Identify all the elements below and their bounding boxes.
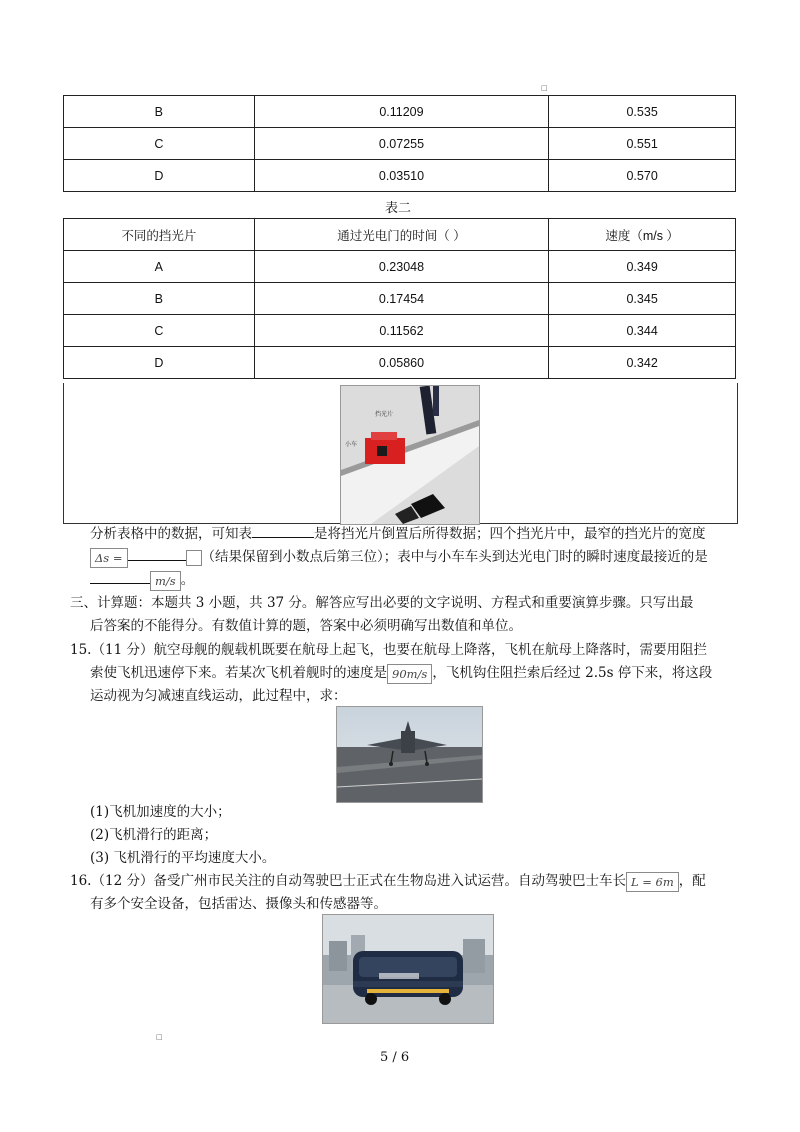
question-number: 16. — [70, 873, 92, 889]
question-15-sub2: (2)飞机滑行的距离； — [90, 827, 218, 843]
analysis-text: （结果保留到小数点后第三位）；表中与小车车头到达光电门时的瞬时速度最接近的是 — [201, 549, 708, 565]
photo-carrier-aircraft — [336, 706, 483, 803]
photo-carrier-aircraft-image — [337, 707, 482, 802]
question-15-sub3: (3) 飞机滑行的平均速度大小。 — [90, 850, 276, 866]
answer-blank — [90, 583, 150, 584]
section-heading-line2: 后答案的不能得分。有数值计算的题，答案中必须明确写出数值和单位。 — [90, 618, 522, 634]
table-cell: 0.570 — [549, 160, 736, 192]
table-cell: C — [64, 128, 255, 160]
formula-delta-s: Δs = — [90, 548, 128, 568]
table-cell: B — [64, 96, 255, 128]
question-text: （11 分）航空母舰的舰载机既要在航母上起飞，也要在航母上降落，飞机在航母上降落时，需要用阻拦 — [91, 642, 707, 658]
data-table-1 — [63, 95, 736, 192]
analysis-paragraph-3 — [90, 568, 750, 592]
table-cell: 0.03510 — [254, 160, 549, 192]
question-text: 索使飞机迅速停下来。若某次飞机着舰时的速度是 — [90, 665, 387, 681]
table-cell: D — [64, 160, 255, 192]
table-row — [64, 96, 736, 128]
photo-autonomous-bus-image — [323, 915, 493, 1023]
table-cell: 0.23048 — [254, 251, 549, 283]
question-number: 15. — [70, 642, 92, 658]
question-text: （12 分）备受广州市民关注的自动驾驶巴士正式在生物岛进入试运营。自动驾驶巴士车长 — [91, 873, 626, 889]
table-row — [64, 315, 736, 347]
formula-length: L = 6m — [626, 872, 679, 892]
unit-box — [186, 550, 202, 566]
photo-label-cart: 小车 — [345, 441, 358, 448]
answer-blank — [252, 537, 314, 538]
table-cell: D — [64, 347, 255, 379]
table-cell: A — [64, 251, 255, 283]
analysis-paragraph-2 — [90, 545, 750, 569]
table-cell: 0.551 — [549, 128, 736, 160]
answer-blank — [128, 560, 186, 561]
table-caption: 表二 — [385, 201, 412, 216]
data-table-2 — [63, 218, 736, 379]
table-header-cell: 速度（m/s ） — [549, 219, 736, 251]
question-15-line2 — [90, 661, 750, 685]
table-row — [64, 347, 736, 379]
question-16-line1 — [70, 869, 750, 893]
table-row — [64, 128, 736, 160]
analysis-text: 分析表格中的数据，可知表 — [90, 526, 252, 542]
analysis-paragraph — [90, 522, 750, 546]
photo-autonomous-bus — [322, 914, 494, 1024]
table-cell: 0.17454 — [254, 283, 549, 315]
photo-light-gate-cart-image — [341, 386, 479, 524]
table-cell: 0.11562 — [254, 315, 549, 347]
table-cell: 0.07255 — [254, 128, 549, 160]
photo-light-gate-cart — [340, 385, 480, 525]
table-header-cell: 通过光电门的时间（ ） — [254, 219, 549, 251]
table-cell: 0.344 — [549, 315, 736, 347]
table-row — [64, 283, 736, 315]
table-header-row — [64, 219, 736, 251]
table-cell: C — [64, 315, 255, 347]
question-15-sub1: (1)飞机加速度的大小； — [90, 804, 231, 820]
question-15-line3: 运动视为匀减速直线运动，此过程中，求： — [90, 688, 347, 704]
formula-velocity: 90m/s — [387, 664, 432, 684]
table-row — [64, 160, 736, 192]
question-16-line2: 有多个安全设备，包括雷达、摄像头和传感器等。 — [90, 896, 387, 912]
table-header-cell: 不同的挡光片 — [64, 219, 255, 251]
question-text: ，配 — [678, 873, 706, 889]
question-text: ，飞机钩住阻拦索后经过 2.5s 停下来，将这段 — [432, 665, 713, 681]
table-cell: 0.11209 — [254, 96, 549, 128]
table-cell: 0.349 — [549, 251, 736, 283]
table-cell: 0.05860 — [254, 347, 549, 379]
table-cell: B — [64, 283, 255, 315]
paragraph-marker: □ — [541, 84, 548, 92]
table-cell: 0.345 — [549, 283, 736, 315]
paragraph-marker: □ — [156, 1033, 163, 1041]
analysis-text: 。 — [180, 572, 195, 588]
section-heading-line1: 三、计算题：本题共 3 小题，共 37 分。解答应写出必要的文字说明、方程式和重要演算步骤。只写出最 — [70, 595, 694, 611]
analysis-text: 是将挡光片倒置后所得数据；四个挡光片中，最窄的挡光片的宽度 — [314, 526, 706, 542]
table-cell: 0.342 — [549, 347, 736, 379]
photo-label-gate: 挡光片 — [375, 411, 394, 418]
formula-unit-ms: m/s — [150, 571, 181, 591]
page-number: 5 / 6 — [380, 1050, 410, 1065]
table-cell: 0.535 — [549, 96, 736, 128]
question-15-line1 — [70, 638, 750, 662]
table-row — [64, 251, 736, 283]
